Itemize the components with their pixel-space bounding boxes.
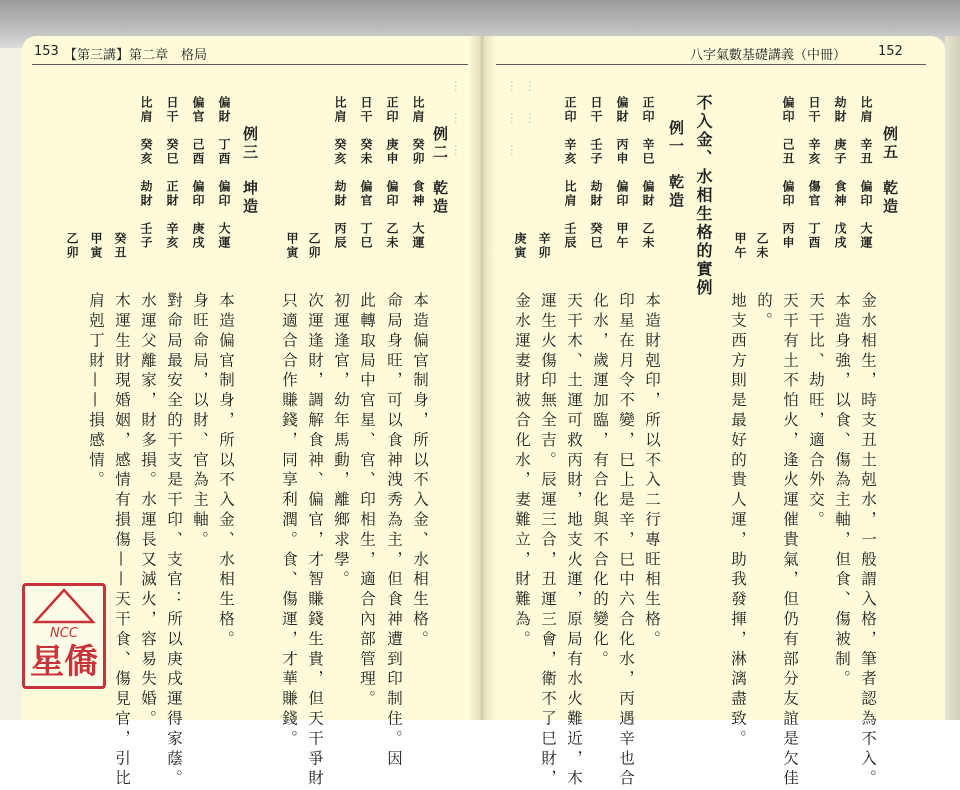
body-text-column: 本造偏官制身，所以不入金、水相生格。 bbox=[411, 292, 429, 651]
body-text-column: 水運父離家，財多損。水運長又滅火，容易失婚。 bbox=[139, 292, 157, 730]
logo-chinese-text: 星僑 bbox=[30, 642, 98, 682]
body-text-column: 天干比、劫旺，適合外交。 bbox=[807, 292, 825, 531]
chart-row: 辛卯 bbox=[537, 232, 551, 260]
chart-row: 劫財 庚子 食神 戊戌 bbox=[833, 96, 847, 250]
right-running-header: 八字氣數基礎講義（中冊） bbox=[690, 48, 847, 63]
body-text-column: 只適合合作賺錢，同享利潤。食、傷運，才華賺錢。 bbox=[280, 292, 298, 750]
chart-row: 日干 癸巳 正財 辛亥 bbox=[165, 96, 179, 250]
example-heading: 例二 乾造 bbox=[431, 126, 449, 216]
chart-row: 日干 癸未 偏官 丁巳 bbox=[359, 96, 373, 250]
chart-row: 甲寅 bbox=[89, 232, 103, 260]
chart-row: 乙卯 bbox=[65, 232, 79, 260]
chart-row: 偏財 丁酉 偏印 大運 bbox=[217, 96, 231, 250]
body-text-column: 本造身強，以食、傷為主軸，但食、傷被制。 bbox=[833, 292, 851, 690]
body-text-column: 此轉取局中官星、官、印相生，適合內部管理。 bbox=[358, 292, 376, 710]
chart-row: 正印 辛亥 比肩 壬辰 bbox=[563, 96, 577, 250]
body-text-column: 身旺命局，以財、官為主軸。 bbox=[191, 292, 209, 551]
logo-latin-text: NCC bbox=[50, 626, 78, 641]
chart-row: 乙卯 bbox=[307, 232, 321, 260]
book-gutter bbox=[468, 36, 496, 720]
left-page-number: 153 bbox=[34, 44, 59, 59]
chart-row: 偏官 己酉 偏印 庚戌 bbox=[191, 96, 205, 250]
section-heading: 不入金、水相生格的實例 bbox=[694, 94, 713, 298]
body-text-column: 的。 bbox=[755, 292, 773, 332]
body-text-column: 金水運妻財被合化水，妻難立，財難為。 bbox=[513, 292, 531, 651]
body-text-column: 天干有土不怕火，逢火運催貴氣，但仍有部分友誼是欠佳 bbox=[781, 292, 799, 790]
bleed-through-mark: ⋯ ⋯ ⋯ bbox=[505, 80, 519, 160]
body-text-column: 肩剋丁財——損感情。 bbox=[87, 292, 105, 491]
bleed-through-mark: ⋯ ⋯ ⋯ bbox=[449, 80, 463, 160]
body-text-column: 天干木、土運可救丙財，地支火運，原局有水火難近，木 bbox=[565, 292, 583, 790]
body-text-column: 命局身旺，可以食神洩秀為主，但食神遭到印制住。因 bbox=[385, 292, 403, 770]
bleed-through-mark: ⋯ ⋯ bbox=[523, 80, 537, 128]
page-edge bbox=[945, 36, 960, 720]
chart-row: 甲寅 bbox=[285, 232, 299, 260]
body-text-column: 木運生財現婚姻，感情有損傷——天干食、傷見官，引比 bbox=[113, 292, 131, 790]
example-heading: 例一 乾造 bbox=[667, 120, 685, 210]
chart-row: 日干 辛亥 傷官 丁酉 bbox=[807, 96, 821, 250]
chart-row: 比肩 癸亥 劫財 丙辰 bbox=[333, 96, 347, 250]
chart-row: 日干 壬子 劫財 癸巳 bbox=[589, 96, 603, 250]
body-text-column: 印星在月令不變，巳上是辛，巳中六合化水，丙遇辛也合 bbox=[617, 292, 635, 790]
chart-row: 比肩 癸卯 食神 大運 bbox=[411, 96, 425, 250]
chart-row: 比肩 辛丑 偏印 大運 bbox=[859, 96, 873, 250]
body-text-column: 化水，歲運加臨，有合化與不合化的變化。 bbox=[591, 292, 609, 671]
left-header-rule bbox=[32, 64, 468, 65]
body-text-column: 初運逢官，幼年馬動，離鄉求學。 bbox=[332, 292, 350, 591]
example-heading: 例三 坤造 bbox=[241, 126, 259, 216]
example-heading: 例五 乾造 bbox=[881, 126, 899, 216]
body-text-column: 對命局最安全的干支是干印、支官：所以庚戌運得家蔭。 bbox=[165, 292, 183, 790]
chart-row: 正印 庚申 偏印 乙未 bbox=[385, 96, 399, 250]
body-text-column: 地支西方則是最好的貴人運，助我發揮，淋漓盡致。 bbox=[729, 292, 747, 750]
triangle-icon bbox=[25, 586, 103, 626]
chart-row: 偏財 丙申 偏印 甲午 bbox=[615, 96, 629, 250]
body-text-column: 本造偏官制身，所以不入金、水相生格。 bbox=[217, 292, 235, 651]
right-header-rule bbox=[496, 64, 926, 65]
ncc-watermark-logo bbox=[22, 583, 106, 689]
body-text-column: 次運逢財，調解食神、偏官，才智賺錢生貴，但天干爭財 bbox=[306, 292, 324, 790]
chart-row: 比肩 癸亥 劫財 壬子 bbox=[139, 96, 153, 250]
body-text-column: 運生火傷印無全吉。辰運三合，丑運三會，衛不了巳財， bbox=[539, 292, 557, 790]
right-page-number: 152 bbox=[878, 44, 903, 59]
chart-row: 偏印 己丑 偏印 丙申 bbox=[781, 96, 795, 250]
body-text-column: 本造財剋印，所以不入二行專旺相生格。 bbox=[643, 292, 661, 651]
chart-row: 庚寅 bbox=[513, 232, 527, 260]
body-text-column: 金水相生，時支丑土剋水，一般謂入格，筆者認為不入。 bbox=[859, 292, 877, 790]
chart-row: 癸丑 bbox=[113, 232, 127, 260]
chart-row: 甲午 bbox=[733, 232, 747, 260]
chart-row: 正印 辛巳 偏財 乙未 bbox=[641, 96, 655, 250]
left-running-header: 【第三講】第二章 格局 bbox=[64, 48, 208, 63]
chart-row: 乙未 bbox=[755, 232, 769, 260]
